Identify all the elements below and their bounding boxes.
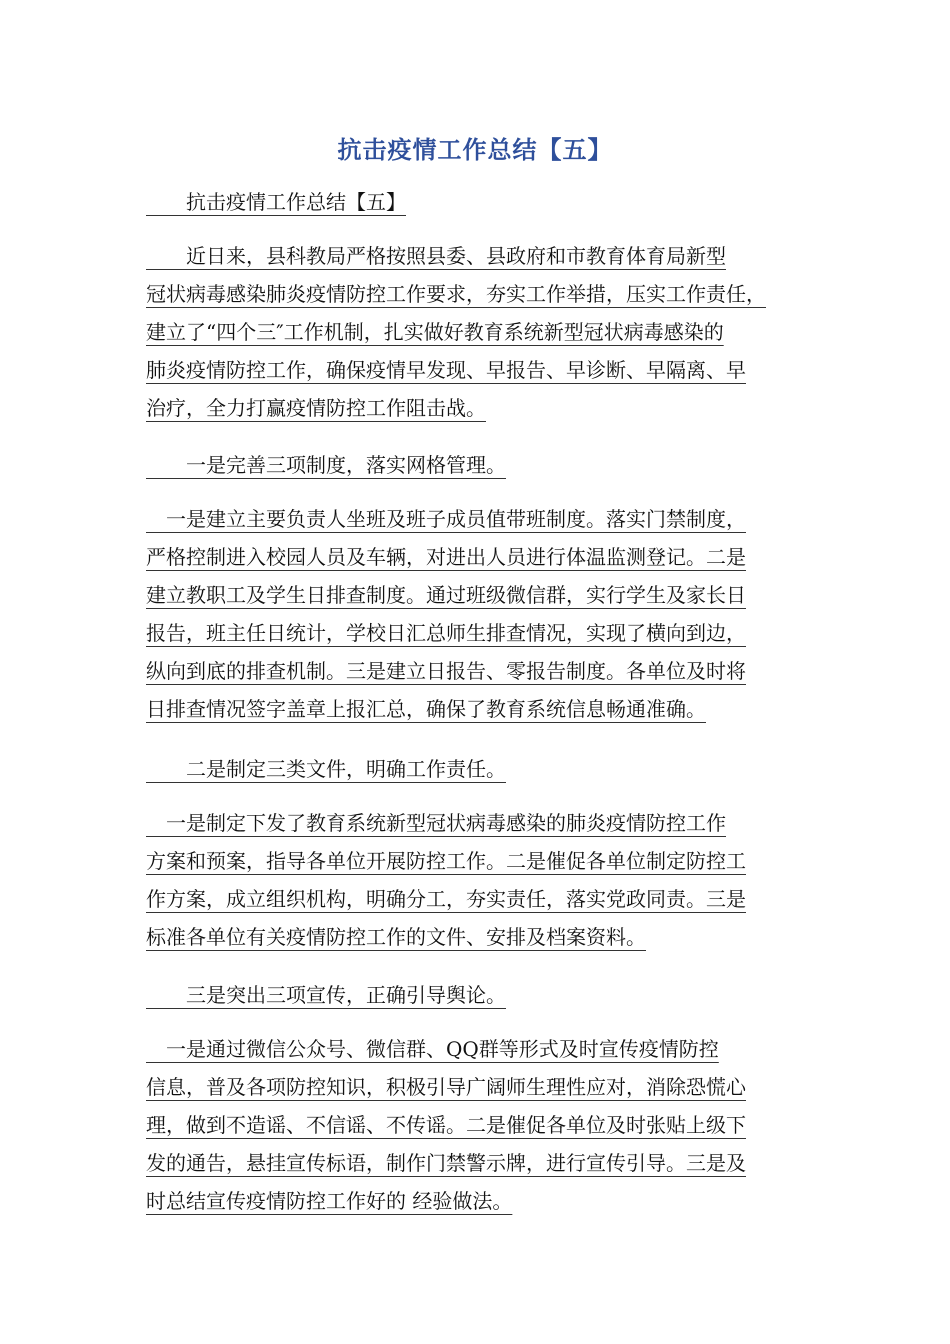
- paragraph-line: 建立教职工及学生日排查制度。通过班级微信群，实行学生及家长日: [146, 583, 746, 607]
- section3-body: [146, 1031, 836, 1221]
- paragraph-line: 一是完善三项制度，落实网格管理。: [146, 453, 506, 477]
- paragraph-line: 理，做到不造谣、不信谣、不传谣。二是催促各单位及时张贴上级下: [146, 1113, 746, 1137]
- section1-heading: [146, 447, 836, 485]
- paragraph-line: 标准各单位有关疫情防控工作的文件、安排及档案资料。: [146, 925, 646, 949]
- paragraph-line: 二是制定三类文件，明确工作责任。: [146, 757, 506, 781]
- paragraph-line: 一是建立主要负责人坐班及班子成员值带班制度。落实门禁制度，: [146, 507, 746, 531]
- paragraph-line: 治疗，全力打赢疫情防控工作阻击战。: [146, 396, 486, 420]
- section1-body: [146, 501, 836, 729]
- section2-heading: [146, 751, 836, 789]
- paragraph-line: 冠状病毒感染肺炎疫情防控工作要求，夯实工作举措，压实工作责任，: [146, 282, 766, 306]
- subtitle-paragraph: [146, 184, 836, 222]
- paragraph-line: 作方案，成立组织机构，明确分工，夯实责任，落实党政同责。三是: [146, 887, 746, 911]
- document-title: 抗击疫情工作总结【五】: [337, 136, 613, 164]
- paragraph-line: 抗击疫情工作总结【五】: [146, 190, 406, 214]
- paragraph-line: 三是突出三项宣传，正确引导舆论。: [146, 983, 506, 1007]
- paragraph-line: 报告，班主任日统计，学校日汇总师生排查情况，实现了横向到边，: [146, 621, 746, 645]
- paragraph-line: 严格控制进入校园人员及车辆，对进出人员进行体温监测登记。二是: [146, 545, 746, 569]
- paragraph-line: 肺炎疫情防控工作，确保疫情早发现、早报告、早诊断、早隔离、早: [146, 358, 746, 382]
- paragraph-line: 方案和预案，指导各单位开展防控工作。二是催促各单位制定防控工: [146, 849, 746, 873]
- section3-heading: [146, 977, 836, 1015]
- paragraph-line: 信息，普及各项防控知识，积极引导广阔师生理性应对，消除恐慌心: [146, 1075, 746, 1099]
- paragraph-line: 日排查情况签字盖章上报汇总，确保了教育系统信息畅通准确。: [146, 697, 706, 721]
- section2-body: [146, 805, 836, 957]
- paragraph-line: 建立了“四个三″工作机制，扎实做好教育系统新型冠状病毒感染的: [146, 320, 724, 344]
- paragraph-line: 一是制定下发了教育系统新型冠状病毒感染的肺炎疫情防控工作: [146, 811, 726, 835]
- paragraph-line: 纵向到底的排查机制。三是建立日报告、零报告制度。各单位及时将: [146, 659, 746, 683]
- paragraph-line: 时总结宣传疫情防控工作好的 经验做法。: [146, 1189, 513, 1213]
- paragraph-line: 一是通过微信公众号、微信群、QQ群等形式及时宣传疫情防控: [146, 1037, 719, 1061]
- paragraph-line: 发的通告，悬挂宣传标语，制作门禁警示牌，进行宣传引导。三是及: [146, 1151, 746, 1175]
- intro-paragraph: [146, 238, 836, 428]
- paragraph-line: 近日来，县科教局严格按照县委、县政府和市教育体育局新型: [146, 244, 726, 268]
